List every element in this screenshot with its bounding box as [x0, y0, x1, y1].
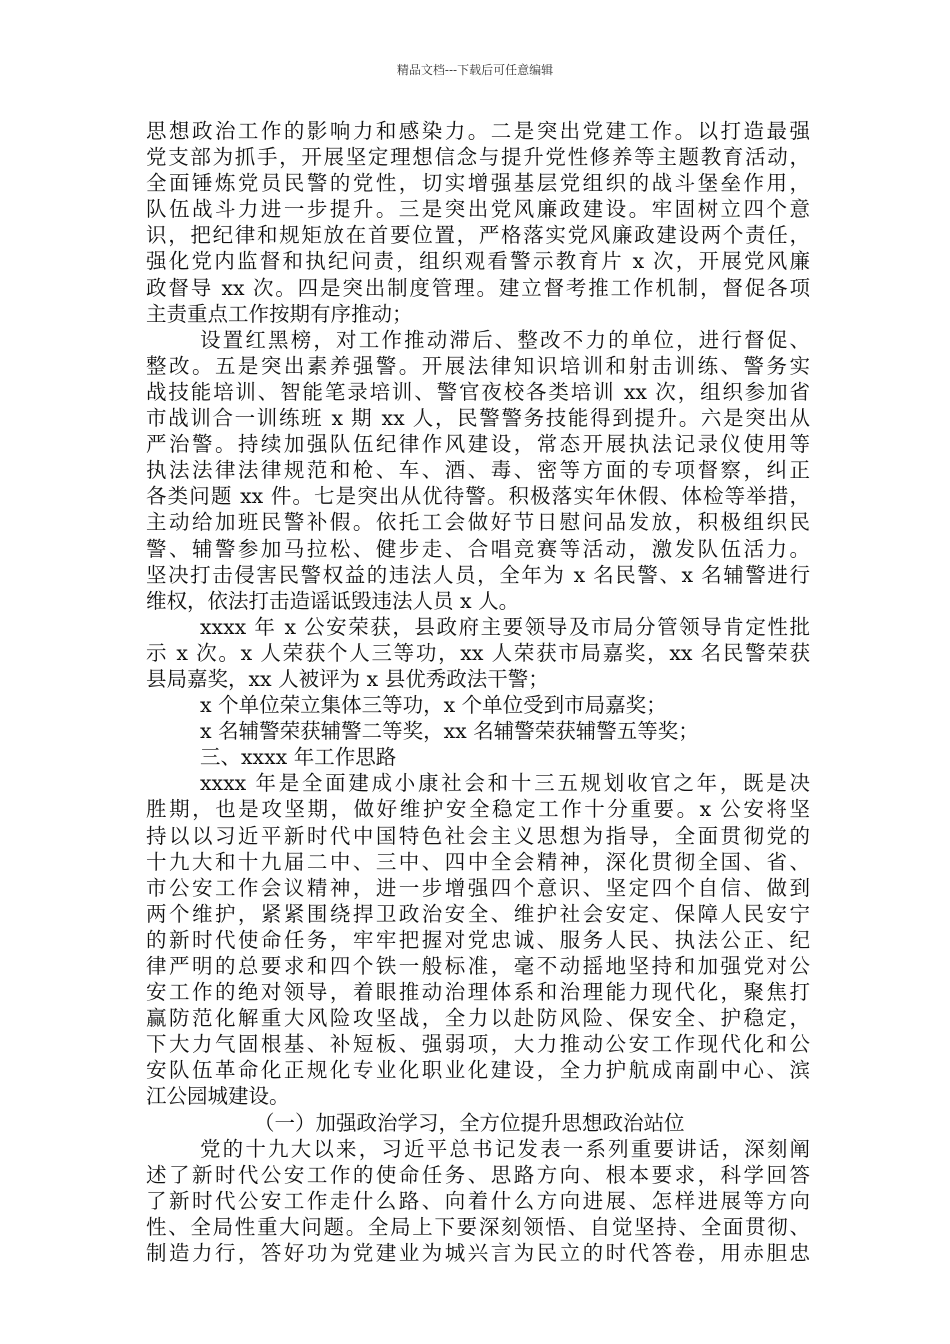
text-line: 市公安工作会议精神，进一步增强四个意识、坚定四个自信、做到 — [146, 875, 810, 900]
text-line: 全面锤炼党员民警的党性，切实增强基层党组织的战斗堡垒作用， — [146, 171, 810, 196]
text-line: 市战训合一训练班 x 期 xx 人，民警警务技能得到提升。六是突出从 — [146, 406, 810, 431]
text-line: 述了新时代公安工作的使命任务、思路方向、根本要求，科学回答 — [146, 1162, 810, 1187]
text-line: 了新时代公安工作走什么路、向着什么方向进展、怎样进展等方向 — [146, 1188, 810, 1213]
text-line: 党的十九大以来，习近平总书记发表一系列重要讲话，深刻阐 — [200, 1136, 810, 1161]
text-line: （一）加强政治学习，全方位提升思想政治站位 — [254, 1110, 685, 1135]
text-line: 江公园城建设。 — [146, 1084, 290, 1109]
text-line: 严治警。持续加强队伍纪律作风建设，常态开展执法记录仪使用等 — [146, 432, 810, 457]
text-line: 维权，依法打击造谣诋毁违法人员 x 人。 — [146, 588, 520, 613]
text-line: 胜期，也是攻坚期，做好维护安全稳定工作十分重要。x 公安将坚 — [146, 797, 810, 822]
text-line: 警、辅警参加马拉松、健步走、合唱竞赛等活动，激发队伍活力。 — [146, 536, 810, 561]
text-line: x 个单位荣立集体三等功，x 个单位受到市局嘉奖； — [200, 693, 667, 718]
page-header: 精品文档---下载后可任意编辑 — [396, 63, 554, 77]
text-line: 性、全局性重大问题。全局上下要深刻领悟、自觉坚持、全面贯彻、 — [146, 1214, 810, 1239]
text-line: 持以以习近平新时代中国特色社会主义思想为指导，全面贯彻党的 — [146, 823, 810, 848]
text-line: 强化党内监督和执纪问责，组织观看警示教育片 x 次，开展党风廉 — [146, 249, 810, 274]
text-line: x 名辅警荣获辅警二等奖，xx 名辅警荣获辅警五等奖； — [200, 719, 699, 744]
text-line: xxxx 年 x 公安荣获，县政府主要领导及市局分管领导肯定性批 — [200, 614, 810, 639]
text-line: 执法法律法律规范和枪、车、酒、毒、密等方面的专项督察，纠正 — [146, 458, 810, 483]
text-line: 战技能培训、智能笔录培训、警官夜校各类培训 xx 次，组织参加省 — [146, 379, 810, 404]
text-line: 律严明的总要求和四个铁一般标准，毫不动摇地坚持和加强党对公 — [146, 954, 810, 978]
text-line: 政督导 xx 次。四是突出制度管理。建立督考推工作机制，督促各项 — [146, 275, 810, 300]
text-line: 队伍战斗力进一步提升。三是突出党风廉政建设。牢固树立四个意 — [146, 197, 810, 222]
text-line: 主动给加班民警补假。依托工会做好节日慰问品发放，积极组织民 — [146, 510, 810, 535]
text-line: 下大力气固根基、补短板、强弱项，大力推动公安工作现代化和公 — [146, 1032, 810, 1057]
text-line: 三、xxxx 年工作思路 — [200, 745, 397, 770]
document-body — [146, 118, 810, 1266]
text-line: 安工作的绝对领导，着眼推动治理体系和治理能力现代化，聚焦打 — [146, 980, 810, 1005]
text-line: 主责重点工作按期有序推动； — [146, 301, 413, 326]
text-line: 十九大和十九届二中、三中、四中全会精神，深化贯彻全国、省、 — [146, 849, 810, 874]
text-line: 党支部为抓手，开展坚定理想信念与提升党性修养等主题教育活动， — [146, 145, 810, 170]
text-line: 制造力行，答好功为党建业为城兴言为民立的时代答卷，用赤胆忠 — [146, 1241, 810, 1266]
text-line: 坚决打击侵害民警权益的违法人员，全年为 x 名民警、x 名辅警进行 — [146, 562, 810, 587]
text-line: 识，把纪律和规矩放在首要位置，严格落实党风廉政建设两个责任， — [146, 223, 810, 248]
text-line: 示 x 次。x 人荣获个人三等功，xx 人荣获市局嘉奖，xx 名民警荣获 — [146, 640, 810, 665]
text-line: 安队伍革命化正规化专业化职业化建设，全力护航成南副中心、滨 — [146, 1058, 810, 1083]
text-line: 两个维护，紧紧围绕捍卫政治安全、维护社会安定、保障人民安宁 — [146, 901, 810, 926]
text-line: 各类问题 xx 件。七是突出从优待警。积极落实年休假、体检等举措， — [146, 484, 810, 509]
text-line: 县局嘉奖，xx 人被评为 x 县优秀政法干警； — [146, 666, 549, 691]
text-line: 思想政治工作的影响力和感染力。二是突出党建工作。以打造最强 — [146, 119, 810, 143]
text-line: 赢防范化解重大风险攻坚战，全力以赴防风险、保安全、护稳定， — [146, 1006, 810, 1031]
text-line: 设置红黑榜，对工作推动滞后、整改不力的单位，进行督促、 — [200, 327, 810, 352]
text-line: 的新时代使命任务，牢牢把握对党忠诚、服务人民、执法公正、纪 — [146, 927, 810, 952]
text-line: xxxx 年是全面建成小康社会和十三五规划收官之年，既是决 — [200, 771, 810, 796]
text-line: 整改。五是突出素养强警。开展法律知识培训和射击训练、警务实 — [146, 353, 810, 378]
